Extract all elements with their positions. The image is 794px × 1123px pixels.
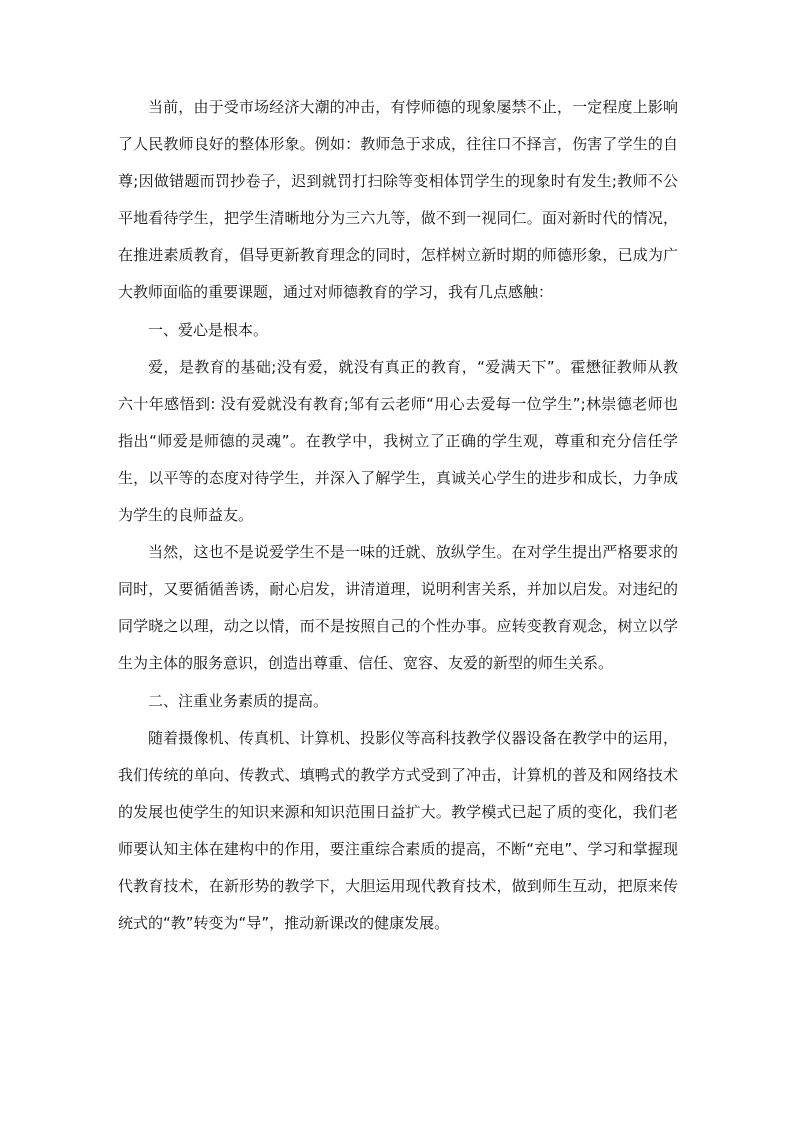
paragraph-technology: 随着摄像机、传真机、计算机、投影仪等高科技教学仪器设备在教学中的运用，我们传统的单向、传教式、填鸭式的教学方式受到了冲击，计算机的普及和网络技术的发展也使学生的知识来源和知识范围日益扩大。教学模式已起了质的变化，我们老师要认知主体在建构中的作用，要注重综合素质的提高，不断“充电”、学习和掌握现代教育技术，在新形势的教学下，大胆运用现代教育技术，做到师生互动，把原来传统式的“教”转变为“导”，推动新课改的健康发展。 [118,728,678,933]
paragraph-love: 爱，是教育的基础;没有爱，就没有真正的教育，“爱满天下”。霍懋征教师从教六十年感悟到: 没有爱就没有教育;邹有云老师“用心去爱每一位学生”;林崇德老师也指出“师爱是师德的灵魂”。在教学中，我树立了正确的学生观，尊重和充分信任学生，以平等的态度对待学生，并深入了解学生，真诚关心学生的进步和成长，力争成为学生的良师益友。 [118,357,678,525]
document-page [118,89,678,942]
paragraph-intro: 当前，由于受市场经济大潮的冲击，有悖师德的现象屡禁不止，一定程度上影响了人民教师良好的整体形象。例如：教师急于求成，往往口不择言，伤害了学生的自尊;因做错题而罚抄卷子，迟到就罚打扫除等变相体罚学生的现象时有发生;教师不公平地看待学生，把学生清晰地分为三六九等，做不到一视同仁。面对新时代的情况，在推进素质教育，倡导更新教育理念的同时，怎样树立新时期的师德形象，已成为广大教师面临的重要课题，通过对师德教育的学习，我有几点感触： [118,98,678,302]
heading-love-is-root: 一、爱心是根本。 [148,320,269,339]
heading-professional-quality: 二、注重业务素质的提高。 [148,691,329,710]
paragraph-strict-requirements: 当然，这也不是说爱学生不是一味的迁就、放纵学生。在对学生提出严格要求的同时，又要循循善诱，耐心启发，讲清道理，说明利害关系，并加以启发。对违纪的同学晓之以理，动之以情，而不是按照自己的个性办事。应转变教育观念，树立以学生为主体的服务意识，创造出尊重、信任、宽容、友爱的新型的师生关系。 [118,543,678,673]
